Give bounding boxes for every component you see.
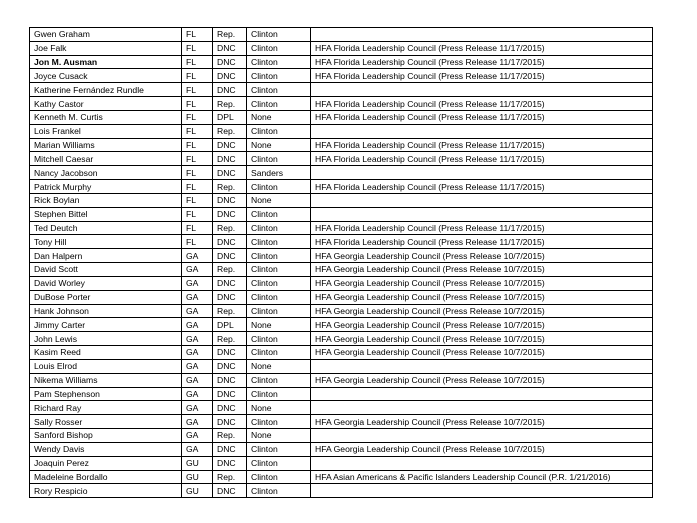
party-cell: DNC <box>213 401 247 415</box>
candidate-cell: Clinton <box>247 69 311 83</box>
candidate-cell: Clinton <box>247 249 311 263</box>
candidate-cell: Clinton <box>247 276 311 290</box>
name-cell: Louis Elrod <box>30 359 182 373</box>
name-cell: Hank Johnson <box>30 304 182 318</box>
table-row <box>30 373 653 387</box>
table-row <box>30 401 653 415</box>
candidate-cell: Clinton <box>247 263 311 277</box>
table-row <box>30 304 653 318</box>
note-cell: HFA Florida Leadership Council (Press Release 11/17/2015) <box>311 138 653 152</box>
table-row <box>30 442 653 456</box>
name-cell: Nikema Williams <box>30 373 182 387</box>
state-cell: GA <box>182 263 213 277</box>
table-row <box>30 387 653 401</box>
candidate-cell: None <box>247 110 311 124</box>
candidate-cell: Clinton <box>247 332 311 346</box>
candidate-cell: Clinton <box>247 207 311 221</box>
party-cell: Rep. <box>213 304 247 318</box>
table-row <box>30 83 653 97</box>
note-cell <box>311 484 653 498</box>
table-row <box>30 193 653 207</box>
party-cell: DNC <box>213 373 247 387</box>
state-cell: GA <box>182 373 213 387</box>
party-cell: DNC <box>213 456 247 470</box>
note-cell: HFA Georgia Leadership Council (Press Release 10/7/2015) <box>311 276 653 290</box>
name-cell: John Lewis <box>30 332 182 346</box>
name-cell: Sanford Bishop <box>30 429 182 443</box>
name-cell: Madeleine Bordallo <box>30 470 182 484</box>
candidate-cell: Clinton <box>247 346 311 360</box>
table-row <box>30 124 653 138</box>
party-cell: DNC <box>213 415 247 429</box>
name-cell: Kenneth M. Curtis <box>30 110 182 124</box>
party-cell: DNC <box>213 442 247 456</box>
party-cell: Rep. <box>213 97 247 111</box>
party-cell: DNC <box>213 41 247 55</box>
note-cell <box>311 83 653 97</box>
table-row <box>30 41 653 55</box>
name-cell: DuBose Porter <box>30 290 182 304</box>
name-cell: Kathy Castor <box>30 97 182 111</box>
state-cell: FL <box>182 166 213 180</box>
name-cell: Sally Rosser <box>30 415 182 429</box>
name-cell: Patrick Murphy <box>30 180 182 194</box>
table-row <box>30 235 653 249</box>
note-cell: HFA Florida Leadership Council (Press Release 11/17/2015) <box>311 41 653 55</box>
note-cell <box>311 28 653 42</box>
note-cell: HFA Georgia Leadership Council (Press Release 10/7/2015) <box>311 346 653 360</box>
note-cell: HFA Georgia Leadership Council (Press Release 10/7/2015) <box>311 373 653 387</box>
state-cell: FL <box>182 55 213 69</box>
note-cell: HFA Georgia Leadership Council (Press Release 10/7/2015) <box>311 332 653 346</box>
note-cell: HFA Florida Leadership Council (Press Release 11/17/2015) <box>311 235 653 249</box>
state-cell: GA <box>182 359 213 373</box>
name-cell: Ted Deutch <box>30 221 182 235</box>
state-cell: GU <box>182 484 213 498</box>
note-cell <box>311 124 653 138</box>
candidate-cell: Sanders <box>247 166 311 180</box>
party-cell: DNC <box>213 138 247 152</box>
name-cell: Jon M. Ausman <box>30 55 182 69</box>
candidate-cell: Clinton <box>247 221 311 235</box>
state-cell: FL <box>182 83 213 97</box>
party-cell: DNC <box>213 55 247 69</box>
party-cell: Rep. <box>213 124 247 138</box>
note-cell <box>311 456 653 470</box>
state-cell: FL <box>182 221 213 235</box>
party-cell: DPL <box>213 318 247 332</box>
candidate-cell: Clinton <box>247 470 311 484</box>
table-row <box>30 28 653 42</box>
table-row <box>30 166 653 180</box>
candidate-cell: Clinton <box>247 484 311 498</box>
state-cell: FL <box>182 69 213 83</box>
note-cell: HFA Florida Leadership Council (Press Release 11/17/2015) <box>311 69 653 83</box>
table-row <box>30 290 653 304</box>
note-cell <box>311 359 653 373</box>
party-cell: DNC <box>213 193 247 207</box>
candidate-cell: None <box>247 138 311 152</box>
table-row <box>30 470 653 484</box>
note-cell <box>311 387 653 401</box>
party-cell: DNC <box>213 235 247 249</box>
note-cell: HFA Georgia Leadership Council (Press Release 10/7/2015) <box>311 290 653 304</box>
table-row <box>30 318 653 332</box>
candidate-cell: Clinton <box>247 290 311 304</box>
name-cell: Richard Ray <box>30 401 182 415</box>
state-cell: GA <box>182 276 213 290</box>
state-cell: FL <box>182 110 213 124</box>
party-cell: Rep. <box>213 429 247 443</box>
name-cell: Nancy Jacobson <box>30 166 182 180</box>
state-cell: GU <box>182 470 213 484</box>
state-cell: FL <box>182 138 213 152</box>
name-cell: Tony Hill <box>30 235 182 249</box>
party-cell: DNC <box>213 346 247 360</box>
party-cell: DNC <box>213 207 247 221</box>
table-row <box>30 415 653 429</box>
note-cell: HFA Georgia Leadership Council (Press Release 10/7/2015) <box>311 415 653 429</box>
table-row <box>30 332 653 346</box>
party-cell: DNC <box>213 69 247 83</box>
state-cell: FL <box>182 207 213 221</box>
note-cell: HFA Florida Leadership Council (Press Release 11/17/2015) <box>311 221 653 235</box>
table-row <box>30 221 653 235</box>
party-cell: DPL <box>213 110 247 124</box>
name-cell: Rick Boylan <box>30 193 182 207</box>
table-row <box>30 55 653 69</box>
candidate-cell: Clinton <box>247 83 311 97</box>
table-row <box>30 180 653 194</box>
note-cell: HFA Georgia Leadership Council (Press Release 10/7/2015) <box>311 442 653 456</box>
state-cell: GA <box>182 249 213 263</box>
name-cell: Pam Stephenson <box>30 387 182 401</box>
state-cell: GA <box>182 415 213 429</box>
name-cell: Stephen Bittel <box>30 207 182 221</box>
party-cell: Rep. <box>213 28 247 42</box>
name-cell: Dan Halpern <box>30 249 182 263</box>
party-cell: DNC <box>213 152 247 166</box>
superdelegate-table <box>29 27 653 498</box>
candidate-cell: None <box>247 318 311 332</box>
name-cell: Joyce Cusack <box>30 69 182 83</box>
state-cell: GA <box>182 429 213 443</box>
state-cell: GA <box>182 442 213 456</box>
name-cell: David Scott <box>30 263 182 277</box>
name-cell: Lois Frankel <box>30 124 182 138</box>
table-row <box>30 249 653 263</box>
name-cell: David Worley <box>30 276 182 290</box>
note-cell <box>311 429 653 443</box>
note-cell <box>311 401 653 415</box>
candidate-cell: Clinton <box>247 152 311 166</box>
state-cell: FL <box>182 152 213 166</box>
table-row <box>30 152 653 166</box>
party-cell: DNC <box>213 359 247 373</box>
candidate-cell: Clinton <box>247 415 311 429</box>
candidate-cell: Clinton <box>247 387 311 401</box>
state-cell: FL <box>182 41 213 55</box>
state-cell: FL <box>182 124 213 138</box>
party-cell: DNC <box>213 276 247 290</box>
candidate-cell: Clinton <box>247 304 311 318</box>
party-cell: Rep. <box>213 470 247 484</box>
party-cell: DNC <box>213 166 247 180</box>
name-cell: Marian Williams <box>30 138 182 152</box>
party-cell: Rep. <box>213 332 247 346</box>
table-row <box>30 346 653 360</box>
name-cell: Joaquin Perez <box>30 456 182 470</box>
candidate-cell: Clinton <box>247 41 311 55</box>
note-cell: HFA Florida Leadership Council (Press Release 11/17/2015) <box>311 97 653 111</box>
party-cell: Rep. <box>213 221 247 235</box>
party-cell: DNC <box>213 290 247 304</box>
candidate-cell: Clinton <box>247 55 311 69</box>
state-cell: GA <box>182 346 213 360</box>
note-cell: HFA Georgia Leadership Council (Press Release 10/7/2015) <box>311 249 653 263</box>
state-cell: FL <box>182 193 213 207</box>
party-cell: DNC <box>213 484 247 498</box>
candidate-cell: None <box>247 401 311 415</box>
candidate-cell: Clinton <box>247 235 311 249</box>
party-cell: Rep. <box>213 263 247 277</box>
note-cell: HFA Georgia Leadership Council (Press Release 10/7/2015) <box>311 263 653 277</box>
party-cell: Rep. <box>213 180 247 194</box>
state-cell: FL <box>182 28 213 42</box>
note-cell <box>311 193 653 207</box>
table-row <box>30 207 653 221</box>
note-cell: HFA Florida Leadership Council (Press Release 11/17/2015) <box>311 55 653 69</box>
candidate-cell: Clinton <box>247 442 311 456</box>
name-cell: Mitchell Caesar <box>30 152 182 166</box>
note-cell: HFA Georgia Leadership Council (Press Release 10/7/2015) <box>311 304 653 318</box>
name-cell: Jimmy Carter <box>30 318 182 332</box>
party-cell: DNC <box>213 249 247 263</box>
party-cell: DNC <box>213 387 247 401</box>
state-cell: GA <box>182 290 213 304</box>
name-cell: Rory Respicio <box>30 484 182 498</box>
table-row <box>30 456 653 470</box>
table-row <box>30 276 653 290</box>
name-cell: Joe Falk <box>30 41 182 55</box>
candidate-cell: None <box>247 359 311 373</box>
candidate-cell: Clinton <box>247 97 311 111</box>
state-cell: GU <box>182 456 213 470</box>
note-cell <box>311 166 653 180</box>
note-cell: HFA Georgia Leadership Council (Press Release 10/7/2015) <box>311 318 653 332</box>
state-cell: FL <box>182 235 213 249</box>
table-row <box>30 110 653 124</box>
name-cell: Katherine Fernández Rundle <box>30 83 182 97</box>
note-cell: HFA Florida Leadership Council (Press Release 11/17/2015) <box>311 110 653 124</box>
table-row <box>30 484 653 498</box>
table-row <box>30 429 653 443</box>
candidate-cell: None <box>247 429 311 443</box>
table-body <box>30 28 653 498</box>
table-row <box>30 69 653 83</box>
name-cell: Wendy Davis <box>30 442 182 456</box>
state-cell: FL <box>182 97 213 111</box>
candidate-cell: None <box>247 193 311 207</box>
name-cell: Kasim Reed <box>30 346 182 360</box>
state-cell: GA <box>182 387 213 401</box>
candidate-cell: Clinton <box>247 180 311 194</box>
table-row <box>30 97 653 111</box>
candidate-cell: Clinton <box>247 124 311 138</box>
state-cell: FL <box>182 180 213 194</box>
note-cell: HFA Florida Leadership Council (Press Release 11/17/2015) <box>311 180 653 194</box>
state-cell: GA <box>182 401 213 415</box>
candidate-cell: Clinton <box>247 28 311 42</box>
table-row <box>30 138 653 152</box>
candidate-cell: Clinton <box>247 373 311 387</box>
note-cell: HFA Asian Americans & Pacific Islanders Leadership Council (P.R. 1/21/2016) <box>311 470 653 484</box>
note-cell <box>311 207 653 221</box>
name-cell: Gwen Graham <box>30 28 182 42</box>
party-cell: DNC <box>213 83 247 97</box>
candidate-cell: Clinton <box>247 456 311 470</box>
table-row <box>30 263 653 277</box>
state-cell: GA <box>182 304 213 318</box>
state-cell: GA <box>182 332 213 346</box>
note-cell: HFA Florida Leadership Council (Press Release 11/17/2015) <box>311 152 653 166</box>
state-cell: GA <box>182 318 213 332</box>
table-row <box>30 359 653 373</box>
